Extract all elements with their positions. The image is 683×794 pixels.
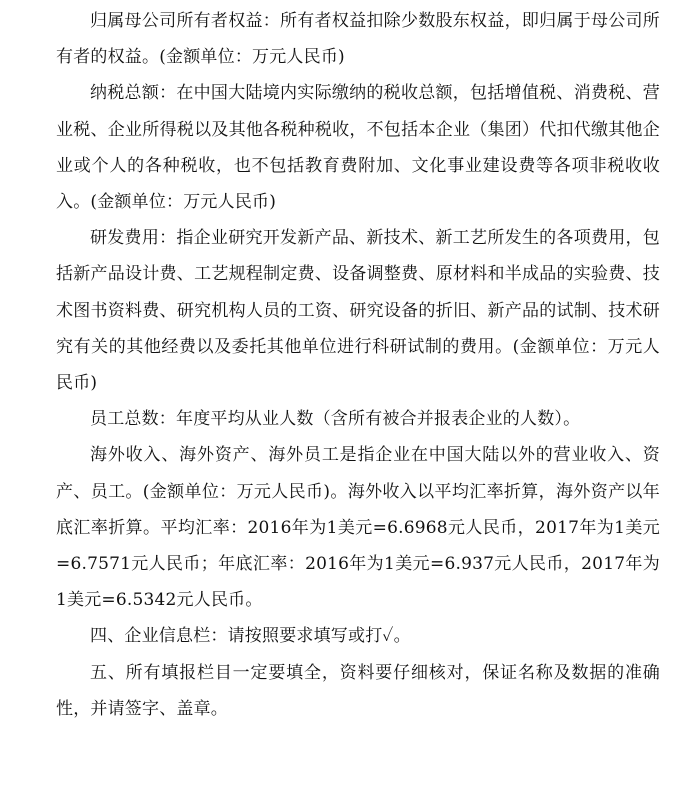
paragraph-tax-definition: 纳税总额：在中国大陆境内实际缴纳的税收总额，包括增值税、消费税、营业税、企业所得税以及其他各税种税收，不包括本企业（集团）代扣代缴其他企业或个人的各种税收，也不包括教育费附加、文化事业建设费等各项非税收收入。(金额单位：万元人民币) [56,83,660,213]
paragraph-rd-definition: 研发费用：指企业研究开发新产品、新技术、新工艺所发生的各项费用，包括新产品设计费、工艺规程制定费、设备调整费、原材料和半成品的实验费、技术图书资料费、研究机构人员的工资、研究设备的折旧、新产品的试制、技术研究有关的其他经费以及委托其他单位进行科研试制的费用。(金额单位：万元人民币) [56,228,660,394]
paragraph-equity-definition: 归属母公司所有者权益：所有者权益扣除少数股东权益，即归属于母公司所有者的权益。(金额单位：万元人民币) [56,11,660,68]
paragraph-info-section: 四、企业信息栏：请按照要求填写或打✓。 [90,626,411,647]
paragraph-fill-instructions: 五、所有填报栏目一定要填全，资料要仔细核对，保证名称及数据的准确性，并请签字、盖章。 [56,662,660,719]
document-body [56,3,660,727]
paragraph-overseas-definition: 海外收入、海外资产、海外员工是指企业在中国大陆以外的营业收入、资产、员工。(金额单位：万元人民币)。海外收入以平均汇率折算，海外资产以年底汇率折算。平均汇率：2016年为1美元=6.6968元人民币，2017年为1美元=6.7571元人民币；年底汇率：2016年为1美元=6.937元人民币，2017年为1美元=6.5342元人民币。 [56,445,660,611]
paragraph-employee-definition: 员工总数：年度平均从业人数（含所有被合并报表企业的人数）。 [90,409,581,430]
